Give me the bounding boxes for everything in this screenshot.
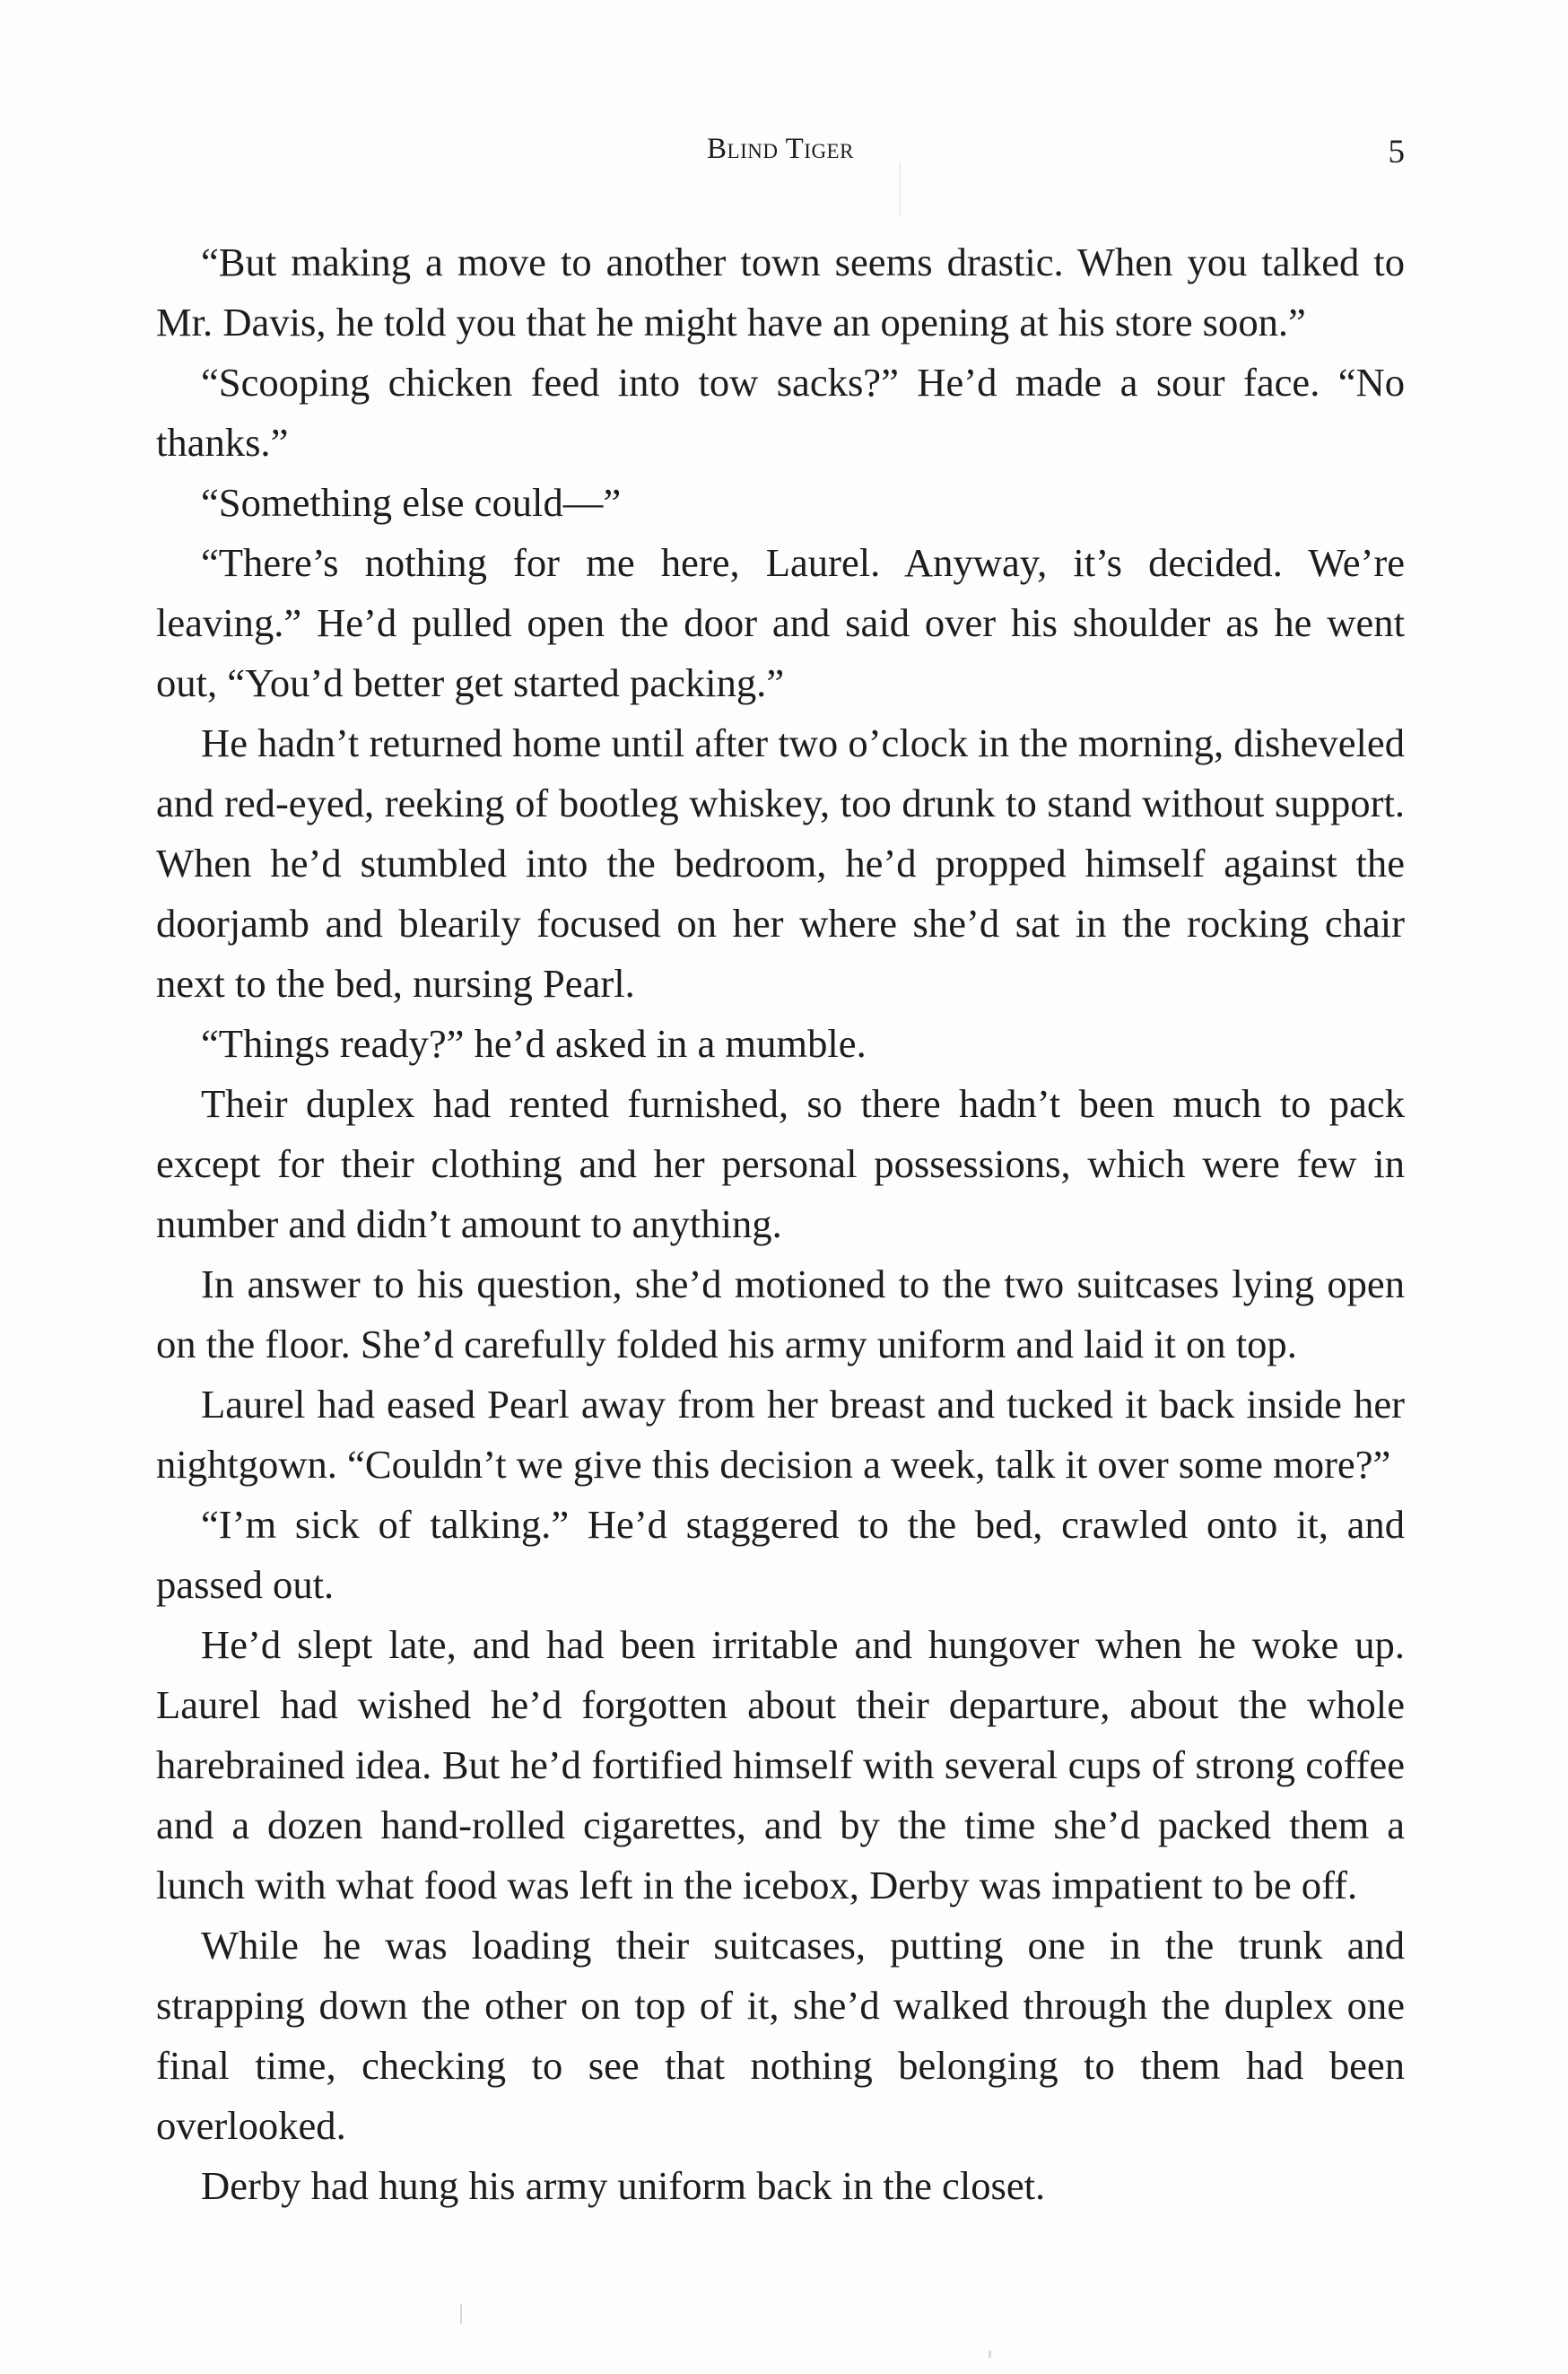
paragraph: Derby had hung his army uniform back in the closet. <box>201 2163 1046 2208</box>
paragraph: “But making a move to another town seems drastic. When you talked to Mr. Davis, he told you that he might have an opening at his store soon.” <box>156 240 1405 345</box>
paragraph: He’d slept late, and had been irritable and hungover when he woke up. Laurel had wished he’d forgotten about their departure, about the whole harebrained idea. But he’d fortified himself with several cups of strong coffee and a dozen hand-rolled cigarettes, and by the time she’d packed them a lunch with what food was left in the icebox, Derby was impatient to be off. <box>156 1622 1405 1907</box>
paragraph: “Things ready?” he’d asked in a mumble. <box>201 1021 867 1066</box>
paragraph: Their duplex had rented furnished, so there hadn’t been much to pack except for their clothing and her personal possessions, which were few in number and didn’t amount to anything. <box>156 1081 1405 1246</box>
scan-speck <box>989 2351 991 2358</box>
paragraph: Laurel had eased Pearl away from her breast and tucked it back inside her nightgown. “Couldn’t we give this decision a week, talk it over some more?” <box>156 1382 1405 1487</box>
running-title: Blind Tiger <box>707 133 854 165</box>
paragraph: “Something else could—” <box>201 480 622 525</box>
paragraph: He hadn’t returned home until after two o’clock in the morning, disheveled and red-eyed, reeking of bootleg whiskey, too drunk to stand without support. When he’d stumbled into the bedroom, he’d propped himself against the doorjamb and blearily focused on her where she’d sat in the rocking chair next to the bed, nursing Pearl. <box>156 720 1405 1006</box>
running-header <box>156 133 1405 187</box>
scan-speck <box>899 161 901 215</box>
paragraph: “I’m sick of talking.” He’d staggered to the bed, crawled onto it, and passed out. <box>156 1502 1405 1607</box>
paragraph: “There’s nothing for me here, Laurel. Anyway, it’s decided. We’re leaving.” He’d pulled open the door and said over his shoulder as he went out, “You’d better get started packing.” <box>156 540 1405 705</box>
paragraph: “Scooping chicken feed into tow sacks?” He’d made a sour face. “No thanks.” <box>156 360 1405 465</box>
body-text <box>156 232 1405 2216</box>
paragraph: While he was loading their suitcases, putting one in the trunk and strapping down the other on top of it, she’d walked through the duplex one final time, checking to see that nothing belonging to them had been overlooked. <box>156 1923 1405 2148</box>
page-number: 5 <box>1388 134 1405 170</box>
paragraph: In answer to his question, she’d motioned to the two suitcases lying open on the floor. She’d carefully folded his army uniform and laid it on top. <box>156 1261 1405 1366</box>
scan-speck <box>460 2304 462 2324</box>
